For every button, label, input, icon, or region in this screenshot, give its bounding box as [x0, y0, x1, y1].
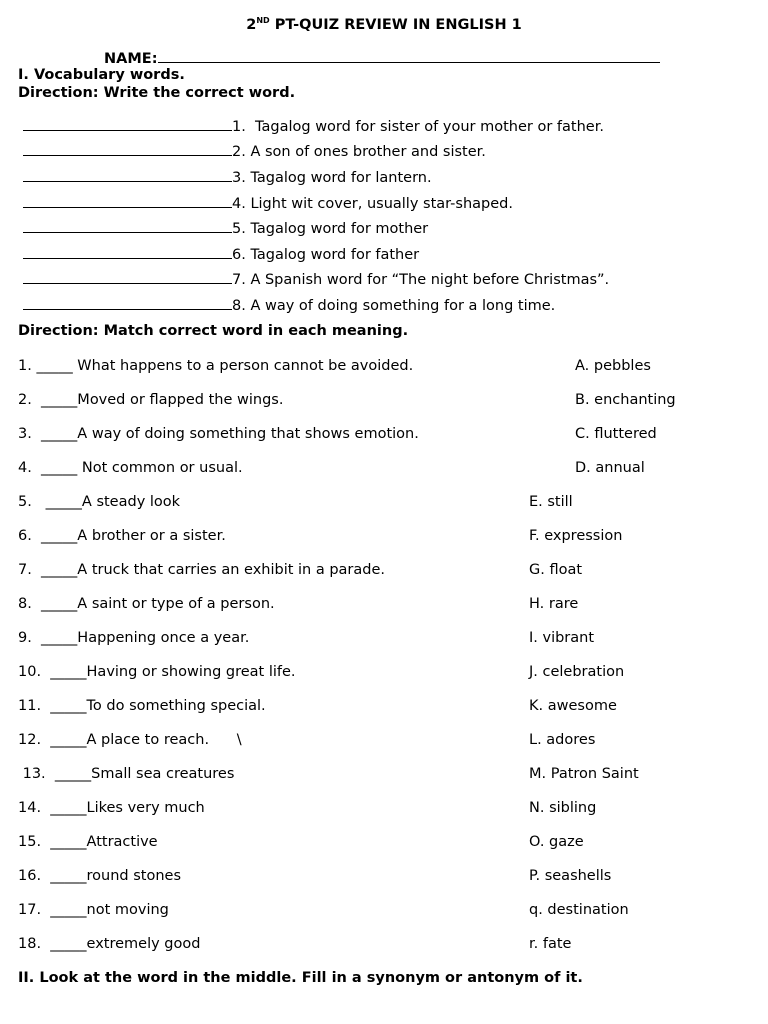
matching-item: 17. _____not moving [18, 902, 169, 918]
matching-choice: G. float [529, 562, 583, 578]
vocab-item-text: 5. Tagalog word for mother [232, 221, 429, 237]
vocab-item [23, 145, 486, 160]
matching-choice: O. gaze [529, 834, 584, 850]
answer-blank[interactable] [23, 232, 232, 233]
matching-item: 8. _____A saint or type of a person. [18, 596, 275, 612]
answer-blank[interactable] [23, 309, 232, 310]
matching-item: 1. _____ What happens to a person cannot be avoided. [18, 358, 414, 374]
matching-choice: D. annual [575, 460, 645, 476]
matching-choice: K. awesome [529, 698, 617, 714]
matching-item: 6. _____A brother or a sister. [18, 528, 226, 544]
vocab-item-text: 3. Tagalog word for lantern. [232, 170, 432, 186]
vocab-item [23, 248, 419, 263]
matching-item: 13. _____Small sea creatures [18, 766, 235, 782]
matching-choice: H. rare [529, 596, 579, 612]
matching-item: 18. _____extremely good [18, 936, 201, 952]
matching-choice: L. adores [529, 732, 596, 748]
vocab-item [23, 197, 513, 212]
matching-choice: M. Patron Saint [529, 766, 639, 782]
matching-item: 16. _____round stones [18, 868, 182, 884]
matching-direction: Direction: Match correct word in each meaning. [18, 323, 409, 339]
matching-choice: I. vibrant [529, 630, 595, 646]
name-blank[interactable] [158, 62, 660, 63]
matching-item: 9. _____Happening once a year. [18, 630, 250, 646]
vocab-item-text: 6. Tagalog word for father [232, 247, 420, 263]
vocab-item [23, 222, 428, 237]
vocab-item-text: 1. Tagalog word for sister of your mother or father. [232, 119, 604, 135]
matching-choice: N. sibling [529, 800, 597, 816]
page-title: 2ND PT-QUIZ REVIEW IN ENGLISH 1 [246, 16, 522, 33]
answer-blank[interactable] [23, 155, 232, 156]
matching-item: 11. _____To do something special. [18, 698, 266, 714]
matching-choice: F. expression [529, 528, 623, 544]
matching-choice: J. celebration [529, 664, 625, 680]
vocab-item-text: 7. A Spanish word for “The night before Christmas”. [232, 272, 610, 288]
answer-blank[interactable] [23, 258, 232, 259]
vocab-item [23, 120, 604, 135]
name-label: NAME: [104, 51, 158, 67]
vocab-item [23, 299, 555, 314]
vocab-item [23, 171, 432, 186]
vocab-item [23, 273, 609, 288]
matching-choice: r. fate [529, 936, 572, 952]
matching-item: 4. _____ Not common or usual. [18, 460, 243, 476]
matching-item: 12. _____A place to reach. \ [18, 732, 242, 748]
matching-choice: P. seashells [529, 868, 612, 884]
name-field[interactable] [104, 52, 660, 67]
section1-direction: Direction: Write the correct word. [18, 85, 296, 101]
section2-heading: II. Look at the word in the middle. Fill in a synonym or antonym of it. [18, 970, 583, 986]
vocab-item-text: 2. A son of ones brother and sister. [232, 144, 486, 160]
matching-item: 7. _____A truck that carries an exhibit in a parade. [18, 562, 386, 578]
answer-blank[interactable] [23, 283, 232, 284]
answer-blank[interactable] [23, 130, 232, 131]
vocab-item-text: 8. A way of doing something for a long time. [232, 298, 556, 314]
matching-choice: E. still [529, 494, 573, 510]
matching-item: 15. _____Attractive [18, 834, 158, 850]
matching-item: 2. _____Moved or flapped the wings. [18, 392, 284, 408]
answer-blank[interactable] [23, 181, 232, 182]
matching-choice: A. pebbles [575, 358, 651, 374]
matching-choice: q. destination [529, 902, 629, 918]
matching-item: 3. _____A way of doing something that shows emotion. [18, 426, 419, 442]
matching-item: 14. _____Likes very much [18, 800, 205, 816]
matching-item: 10. _____Having or showing great life. [18, 664, 296, 680]
matching-choice: C. fluttered [575, 426, 657, 442]
vocab-item-text: 4. Light wit cover, usually star-shaped. [232, 196, 513, 212]
matching-choice: B. enchanting [575, 392, 676, 408]
answer-blank[interactable] [23, 207, 232, 208]
matching-item: 5. _____A steady look [18, 494, 181, 510]
section1-heading: I. Vocabulary words. [18, 67, 185, 83]
